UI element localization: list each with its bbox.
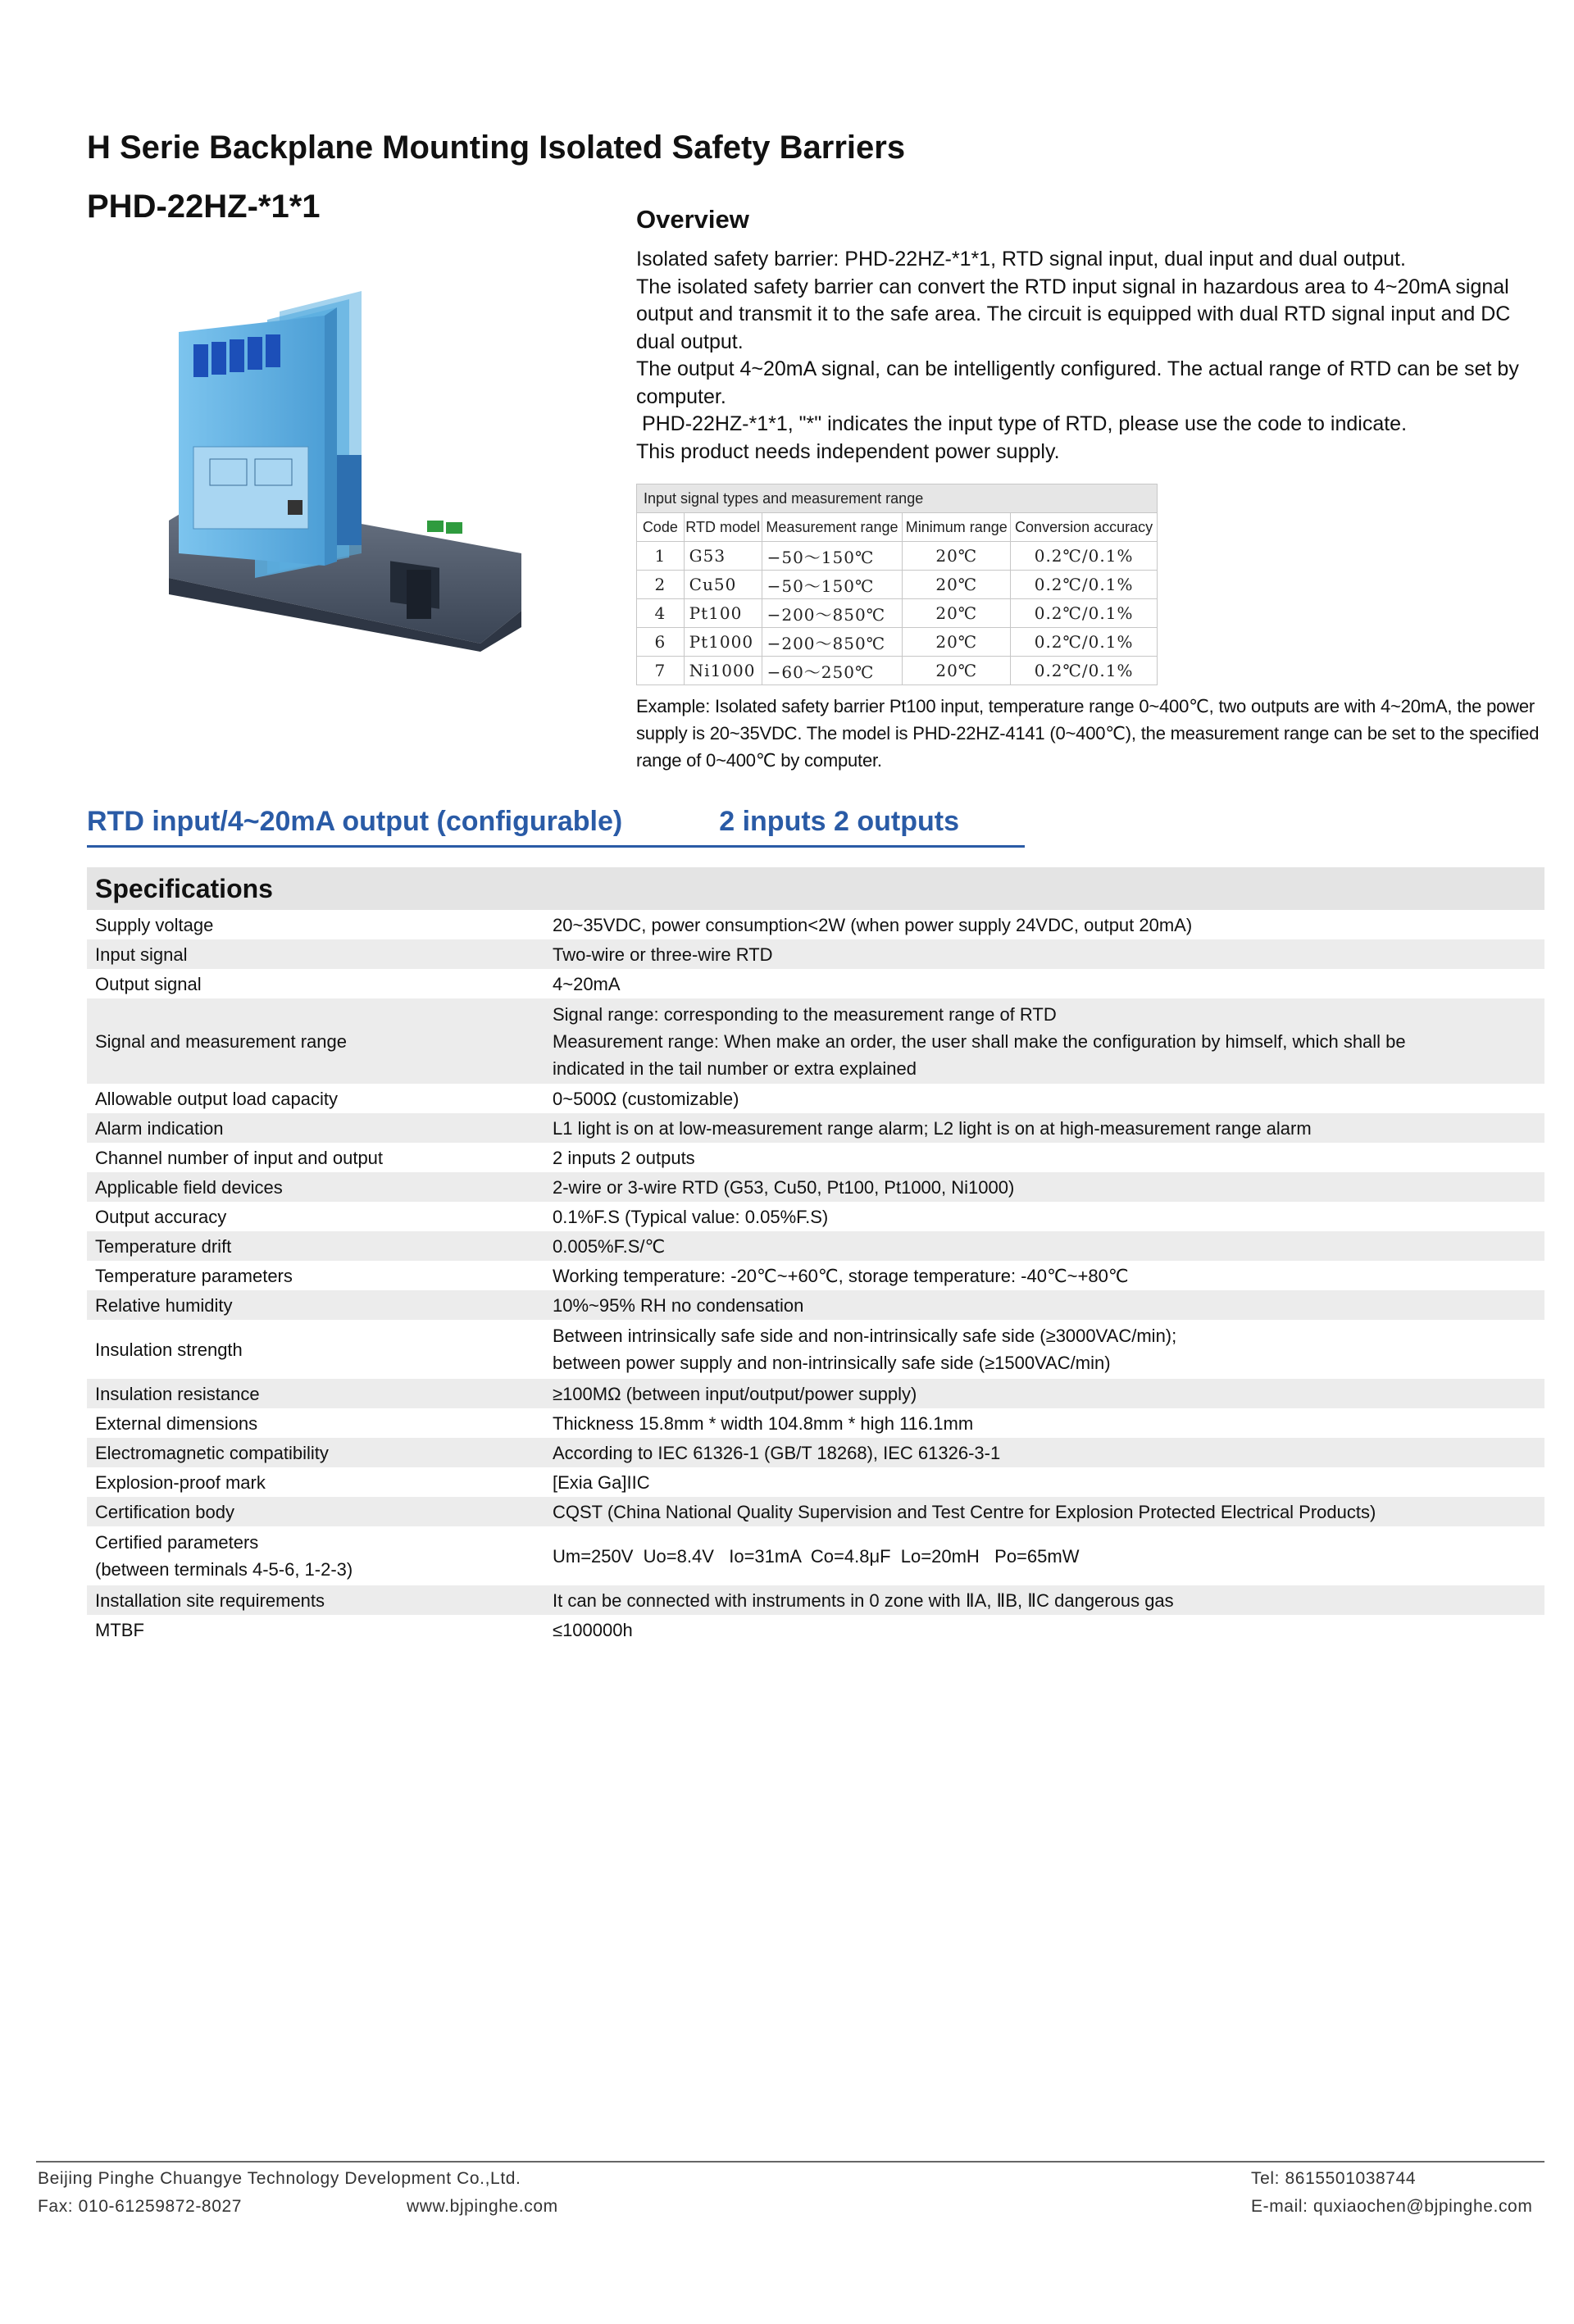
spec-key-line: Temperature drift — [95, 1235, 232, 1257]
spec-value-line: 2-wire or 3-wire RTD (G53, Cu50, Pt100, Pt1000, Ni1000) — [553, 1176, 1015, 1198]
spec-value — [544, 1143, 1544, 1172]
spec-value-line: L1 light is on at low-measurement range alarm; L2 light is on at high-measurement range alarm — [553, 1117, 1312, 1139]
code-table-cell: 0.2℃/0.1% — [1011, 599, 1158, 628]
spec-row — [87, 1290, 1544, 1320]
spec-row — [87, 998, 1544, 1084]
model-number: PHD-22HZ-*1*1 — [87, 189, 321, 225]
spec-row — [87, 1320, 1544, 1379]
spec-key-line: Certification body — [95, 1501, 234, 1522]
spec-key — [87, 998, 544, 1084]
spec-value — [544, 1467, 1544, 1497]
section-heading-left: RTD input/4~20mA output (configurable) — [87, 806, 623, 837]
spec-value — [544, 1231, 1544, 1261]
code-table-header: Conversion accuracy — [1011, 513, 1158, 542]
spec-value-line: 4~20mA — [553, 973, 621, 994]
spec-key-line: Relative humidity — [95, 1294, 233, 1316]
spec-key-line: Output accuracy — [95, 1206, 227, 1227]
code-table-cell: Pt1000 — [684, 628, 762, 657]
code-table-row — [637, 628, 1158, 657]
code-table-cell: 6 — [637, 628, 685, 657]
code-table-cell: 20℃ — [903, 542, 1011, 571]
spec-key — [87, 1084, 544, 1113]
code-table-cell: −50～150℃ — [762, 571, 903, 599]
code-table-cell: −60～250℃ — [762, 657, 903, 685]
code-table-cell: 20℃ — [903, 599, 1011, 628]
spec-key — [87, 1408, 544, 1438]
spec-key-line: (between terminals 4-5-6, 1-2-3) — [95, 1559, 353, 1580]
spec-key-line: Insulation strength — [95, 1339, 243, 1360]
spec-row — [87, 1231, 1544, 1261]
spec-value-line: Um=250V Uo=8.4V Io=31mA Co=4.8μF Lo=20mH Po=65mW — [553, 1545, 1080, 1567]
code-table-cell: −200～850℃ — [762, 599, 903, 628]
overview-paragraph: This product needs independent power supply. — [636, 439, 1060, 463]
spec-value-line: Between intrinsically safe side and non-intrinsically safe side (≥3000VAC/min); — [553, 1326, 1177, 1346]
footer-email[interactable]: E-mail: quxiaochen@bjpinghe.com — [1251, 2197, 1533, 2216]
spec-row — [87, 1113, 1544, 1143]
code-table-header: Code — [637, 513, 685, 542]
spec-row — [87, 969, 1544, 998]
specifications-table — [87, 867, 1544, 1644]
spec-key — [87, 910, 544, 939]
spec-key-line: Temperature parameters — [95, 1265, 293, 1286]
spec-key — [87, 1202, 544, 1231]
spec-key — [87, 1379, 544, 1408]
code-table-cell: −200～850℃ — [762, 628, 903, 657]
spec-value — [544, 1290, 1544, 1320]
spec-key-line: Insulation resistance — [95, 1383, 260, 1404]
spec-value — [544, 1408, 1544, 1438]
footer-fax: Fax: 010-61259872-8027 — [38, 2197, 243, 2216]
code-table-row — [637, 657, 1158, 685]
spec-value — [544, 1526, 1544, 1585]
footer-website[interactable]: www.bjpinghe.com — [407, 2197, 558, 2216]
spec-row — [87, 1084, 1544, 1113]
spec-value-line: ≤100000h — [553, 1619, 633, 1640]
document-title: H Serie Backplane Mounting Isolated Safety Barriers — [87, 130, 906, 166]
spec-row — [87, 1585, 1544, 1615]
spec-value-line: between power supply and non-intrinsically safe side (≥1500VAC/min) — [553, 1353, 1111, 1373]
spec-value-line: It can be connected with instruments in 0 zone with ⅡA, ⅡB, ⅡC dangerous gas — [553, 1590, 1174, 1611]
code-table-cell: −50～150℃ — [762, 542, 903, 571]
spec-key-line: Installation site requirements — [95, 1590, 325, 1611]
product-image — [161, 283, 530, 652]
overview-text — [636, 246, 1538, 466]
code-table-cell: 4 — [637, 599, 685, 628]
spec-value — [544, 1379, 1544, 1408]
code-table-header: RTD model — [684, 513, 762, 542]
code-table-row — [637, 571, 1158, 599]
spec-key-line: Applicable field devices — [95, 1176, 283, 1198]
code-table-cell: 7 — [637, 657, 685, 685]
spec-value-line: CQST (China National Quality Supervision and Test Centre for Explosion Protected Electrical Products) — [553, 1501, 1376, 1522]
spec-row — [87, 1438, 1544, 1467]
spec-key — [87, 1615, 544, 1644]
code-table-cell: Ni1000 — [684, 657, 762, 685]
spec-row — [87, 1202, 1544, 1231]
spec-key-line: External dimensions — [95, 1412, 258, 1434]
overview-paragraph: Isolated safety barrier: PHD-22HZ-*1*1, RTD signal input, dual input and dual output. — [636, 248, 1406, 271]
spec-value — [544, 1320, 1544, 1379]
spec-value-line: 0.005%F.S/℃ — [553, 1235, 666, 1257]
spec-row — [87, 1467, 1544, 1497]
spec-key-line: Allowable output load capacity — [95, 1088, 338, 1109]
spec-value — [544, 1113, 1544, 1143]
overview-paragraph: The output 4~20mA signal, can be intelligently configured. The actual range of RTD can be set by computer. — [636, 357, 1519, 408]
spec-key — [87, 1113, 544, 1143]
spec-value-line: [Exia Ga]IIC — [553, 1471, 650, 1493]
code-table-header: Measurement range — [762, 513, 903, 542]
spec-key-line: Channel number of input and output — [95, 1147, 384, 1168]
spec-value — [544, 1172, 1544, 1202]
spec-value — [544, 998, 1544, 1084]
spec-key — [87, 1261, 544, 1290]
code-table-cell: 20℃ — [903, 657, 1011, 685]
spec-value-line: 2 inputs 2 outputs — [553, 1147, 695, 1168]
spec-value — [544, 1438, 1544, 1467]
spec-value-line: 10%~95% RH no condensation — [553, 1294, 804, 1316]
section-underline — [87, 845, 1025, 848]
spec-key — [87, 969, 544, 998]
code-table-row — [637, 599, 1158, 628]
spec-key — [87, 1172, 544, 1202]
spec-row — [87, 910, 1544, 939]
spec-row — [87, 1615, 1544, 1644]
spec-value — [544, 1261, 1544, 1290]
overview-paragraph: PHD-22HZ-*1*1, "*" indicates the input type of RTD, please use the code to indicate. — [636, 412, 1408, 435]
spec-key-line: MTBF — [95, 1619, 144, 1640]
code-table-cell: Pt100 — [684, 599, 762, 628]
code-table-cell: G53 — [684, 542, 762, 571]
code-table-cell: Cu50 — [684, 571, 762, 599]
spec-key — [87, 1231, 544, 1261]
spec-value-line: Signal range: corresponding to the measurement range of RTD — [553, 1003, 1057, 1025]
section-heading — [87, 806, 959, 838]
code-table-header: Minimum range — [903, 513, 1011, 542]
spec-key — [87, 1526, 544, 1585]
spec-value-line: 0.1%F.S (Typical value: 0.05%F.S) — [553, 1206, 829, 1227]
spec-value — [544, 1202, 1544, 1231]
code-table-row — [637, 542, 1158, 571]
spec-value — [544, 1084, 1544, 1113]
spec-key — [87, 1320, 544, 1379]
code-table-cell: 2 — [637, 571, 685, 599]
spec-key-line: Certified parameters — [95, 1532, 259, 1553]
spec-row — [87, 1172, 1544, 1202]
spec-value-line: According to IEC 61326-1 (GB/T 18268), IEC 61326-3-1 — [553, 1442, 1001, 1463]
code-table-cell: 20℃ — [903, 628, 1011, 657]
spec-key — [87, 1467, 544, 1497]
spec-value — [544, 1497, 1544, 1526]
spec-key — [87, 1143, 544, 1172]
spec-key-line: Electromagnetic compatibility — [95, 1442, 329, 1463]
specifications-title: Specifications — [87, 867, 1544, 910]
spec-key-line: Signal and measurement range — [95, 1030, 347, 1052]
spec-key — [87, 1290, 544, 1320]
spec-value — [544, 939, 1544, 969]
spec-row — [87, 1497, 1544, 1526]
spec-value-line: ≥100MΩ (between input/output/power supply) — [553, 1383, 917, 1404]
spec-value-line: Measurement range: When make an order, the user shall make the configuration by himself, which shall be — [553, 1030, 1406, 1052]
code-table-cell: 0.2℃/0.1% — [1011, 571, 1158, 599]
code-table-cell: 0.2℃/0.1% — [1011, 542, 1158, 571]
code-table-cell: 20℃ — [903, 571, 1011, 599]
spec-key-line: Output signal — [95, 973, 202, 994]
spec-value-line: 20~35VDC, power consumption<2W (when power supply 24VDC, output 20mA) — [553, 914, 1193, 935]
spec-key-line: Explosion-proof mark — [95, 1471, 266, 1493]
spec-row — [87, 1143, 1544, 1172]
spec-key-line: Input signal — [95, 944, 188, 965]
code-table-cell: 1 — [637, 542, 685, 571]
spec-value-line: indicated in the tail number or extra explained — [553, 1057, 917, 1079]
spec-value-line: Thickness 15.8mm * width 104.8mm * high 116.1mm — [553, 1412, 974, 1434]
overview-title: Overview — [636, 205, 749, 234]
footer-tel: Tel: 8615501038744 — [1251, 2169, 1417, 2188]
spec-key — [87, 1585, 544, 1615]
footer-company: Beijing Pinghe Chuangye Technology Development Co.,Ltd. — [38, 2169, 521, 2188]
spec-row — [87, 1408, 1544, 1438]
overview-paragraph: The isolated safety barrier can convert the RTD input signal in hazardous area to 4~20mA signal output and transmit it to the safe area. The circuit is equipped with dual RTD signal input and DC dual output. — [636, 275, 1511, 353]
spec-key-line: Alarm indication — [95, 1117, 224, 1139]
spec-value — [544, 1585, 1544, 1615]
spec-value-line: Working temperature: -20℃~+60℃, storage temperature: -40℃~+80℃ — [553, 1265, 1129, 1286]
spec-key — [87, 1497, 544, 1526]
spec-row — [87, 939, 1544, 969]
spec-key — [87, 939, 544, 969]
code-table-cell: 0.2℃/0.1% — [1011, 628, 1158, 657]
example-text: Example: Isolated safety barrier Pt100 input, temperature range 0~400℃, two outputs are with 4~20mA, the power supply is 20~35VDC. The model is PHD-22HZ-4141 (0~400℃), the measurement range can be set to the specified range of 0~400℃ by computer. — [636, 696, 1540, 771]
spec-value — [544, 910, 1544, 939]
spec-key — [87, 1438, 544, 1467]
code-table-cell: 0.2℃/0.1% — [1011, 657, 1158, 685]
footer-divider — [36, 2161, 1544, 2163]
spec-row — [87, 1526, 1544, 1585]
spec-value — [544, 969, 1544, 998]
spec-value-line: 0~500Ω (customizable) — [553, 1088, 739, 1109]
spec-row — [87, 1261, 1544, 1290]
spec-row — [87, 1379, 1544, 1408]
section-heading-right: 2 inputs 2 outputs — [719, 806, 960, 837]
input-code-table — [636, 484, 1158, 685]
spec-key-line: Supply voltage — [95, 914, 214, 935]
spec-value — [544, 1615, 1544, 1644]
code-table-caption: Input signal types and measurement range — [637, 484, 1158, 513]
spec-value-line: Two-wire or three-wire RTD — [553, 944, 773, 965]
